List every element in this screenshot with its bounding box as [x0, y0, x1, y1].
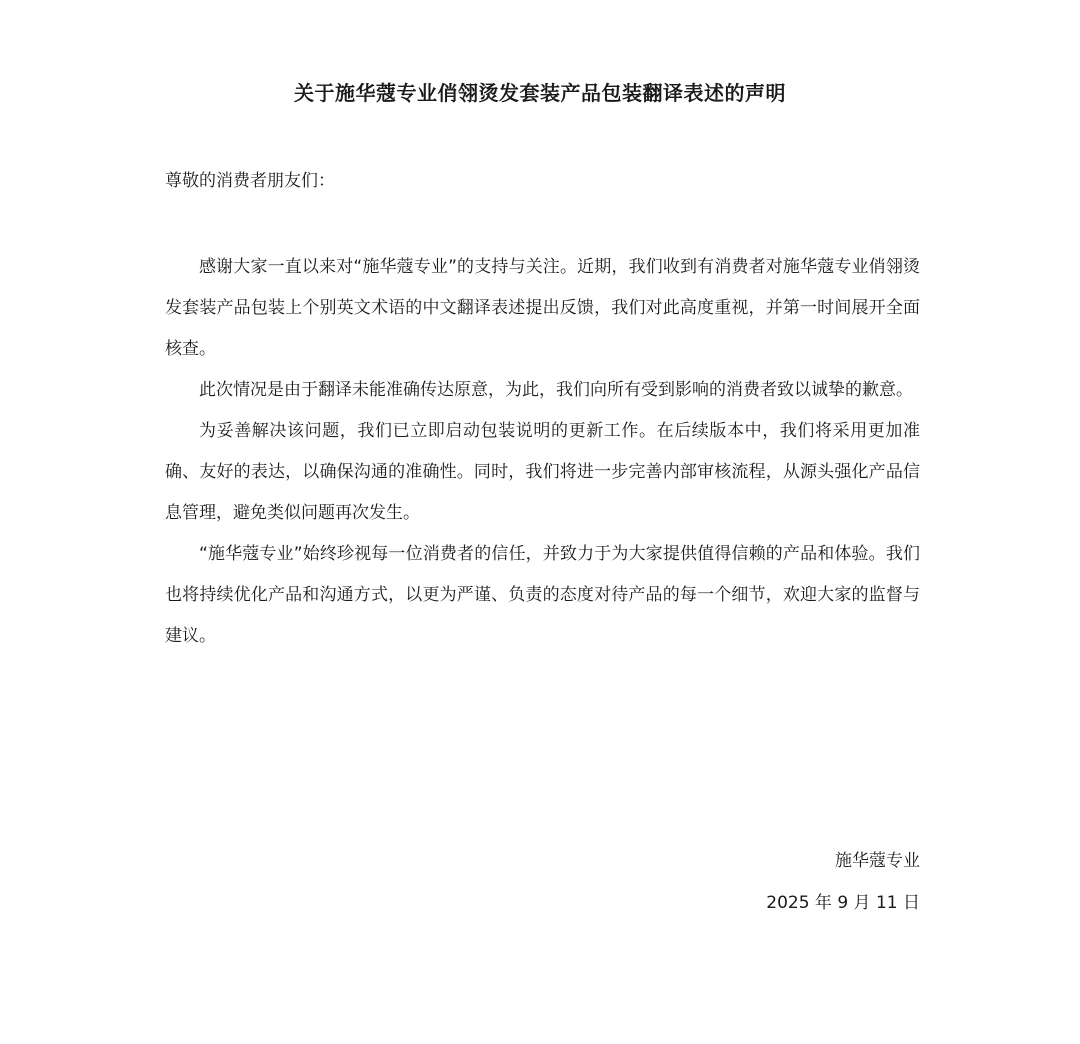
paragraph-4: “施华蔻专业”始终珍视每一位消费者的信任，并致力于为大家提供值得信赖的产品和体验。我们也将持续优化产品和沟通方式，以更为严谨、负责的态度对待产品的每一个细节，欢迎大家的监督与建议。 [165, 544, 920, 646]
date: 2025 年 9 月 11 日 [766, 893, 920, 913]
document-body [165, 247, 920, 657]
paragraph-3: 为妥善解决该问题，我们已立即启动包装说明的更新工作。在后续版本中，我们将采用更加准确、友好的表达，以确保沟通的准确性。同时，我们将进一步完善内部审核流程，从源头强化产品信息管理，避免类似问题再次发生。 [165, 421, 920, 523]
document-title: 关于施华蔻专业俏翎烫发套装产品包装翻译表述的声明 [294, 81, 786, 105]
paragraph-1: 感谢大家一直以来对“施华蔻专业”的支持与关注。近期，我们收到有消费者对施华蔻专业俏翎烫发套装产品包装上个别英文术语的中文翻译表述提出反馈，我们对此高度重视，并第一时间展开全面核查。 [165, 257, 920, 359]
salutation: 尊敬的消费者朋友们： [165, 171, 335, 191]
paragraph-2: 此次情况是由于翻译未能准确传达原意，为此，我们向所有受到影响的消费者致以诚挚的歉意。 [199, 380, 913, 400]
signature: 施华蔻专业 [835, 851, 920, 871]
